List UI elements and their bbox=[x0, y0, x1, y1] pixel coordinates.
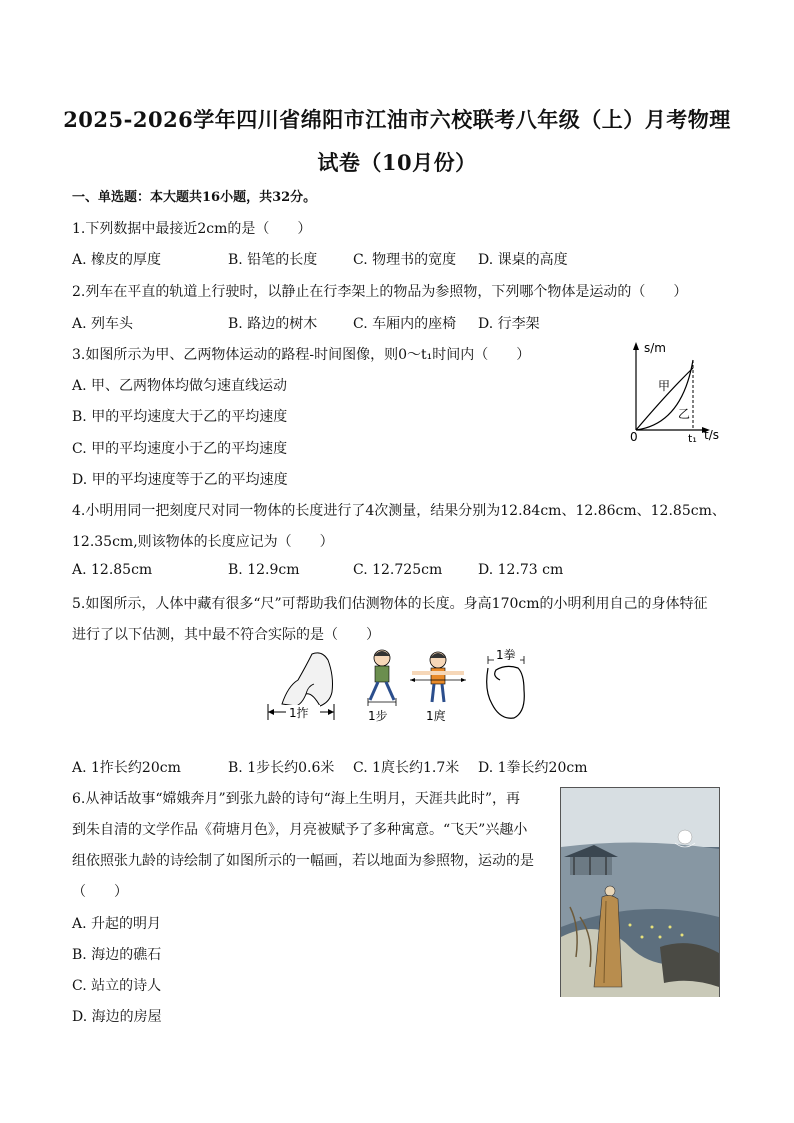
question-4-stem-2: 12.35cm,则该物体的长度应记为（ ） bbox=[72, 534, 334, 550]
hand-span-icon bbox=[268, 653, 334, 720]
q5-option-c[interactable]: C. 1庹长约1.7米 bbox=[353, 760, 460, 776]
question-6-stem-3: 组依照张九龄的诗绘制了如图所示的一幅画，若以地面为参照物，运动的是 bbox=[72, 853, 534, 869]
label-tuo: 1庹 bbox=[426, 709, 446, 723]
question-2-stem: 2.列车在平直的轨道上行驶时，以静止在行李架上的物品为参照物，下列哪个物体是运动的（ ） bbox=[72, 284, 688, 300]
paper-title-line2: 试卷（10月份） bbox=[317, 150, 477, 175]
question-5-stem-1: 5.如图所示，人体中藏有很多“尺”可帮助我们估测物体的长度。身高170cm的小明利用自己的身体特征 bbox=[72, 596, 708, 612]
q2-option-a[interactable]: A. 列车头 bbox=[72, 316, 134, 332]
graph-ylabel: s/m bbox=[644, 341, 666, 355]
q2-option-b[interactable]: B. 路边的树木 bbox=[228, 316, 318, 332]
paper-title-line1: 2025-2026学年四川省绵阳市江油市六校联考八年级（上）月考物理 bbox=[63, 107, 731, 132]
q4-option-a[interactable]: A. 12.85cm bbox=[72, 562, 153, 578]
q4-option-d[interactable]: D. 12.73 cm bbox=[478, 562, 564, 578]
graph-origin: 0 bbox=[630, 430, 638, 444]
graph-label-jia: 甲 bbox=[658, 379, 671, 393]
question-6-stem-2: 到朱自清的文学作品《荷塘月色》，月亮被赋予了多种寓意。“飞天”兴趣小 bbox=[72, 822, 528, 838]
q2-option-d[interactable]: D. 行李架 bbox=[478, 316, 540, 332]
label-zha: 1拃 bbox=[289, 706, 309, 720]
question-4-stem-1: 4.小明用同一把刻度尺对同一物体的长度进行了4次测量，结果分别为12.84cm、12.86cm、12.85cm、 bbox=[72, 503, 726, 519]
question-5-stem-2: 进行了以下估测，其中最不符合实际的是（ ） bbox=[72, 627, 380, 643]
st-graph-figure bbox=[620, 338, 730, 446]
q5-option-b[interactable]: B. 1步长约0.6米 bbox=[228, 760, 335, 776]
q4-option-c[interactable]: C. 12.725cm bbox=[353, 562, 443, 578]
graph-t1: t₁ bbox=[688, 432, 697, 445]
question-6-stem-1: 6.从神话故事“嫦娥奔月”到张九龄的诗句“海上生明月，天涯共此时”，再 bbox=[72, 791, 520, 807]
q6-option-b[interactable]: B. 海边的礁石 bbox=[72, 947, 162, 963]
fist-icon bbox=[487, 648, 525, 718]
question-6-stem-4: （ ） bbox=[72, 884, 128, 900]
question-1-stem: 1.下列数据中最接近2cm的是（ ） bbox=[72, 221, 312, 237]
q3-option-c[interactable]: C. 甲的平均速度小于乙的平均速度 bbox=[72, 441, 288, 457]
arm-span-boy-icon bbox=[410, 652, 466, 723]
q6-option-a[interactable]: A. 升起的明月 bbox=[72, 916, 162, 932]
graph-xlabel: t/s bbox=[704, 428, 719, 442]
q4-option-b[interactable]: B. 12.9cm bbox=[228, 562, 300, 578]
question-3-stem: 3.如图所示为甲、乙两物体运动的路程-时间图像，则0～t₁时间内（ ） bbox=[72, 347, 531, 363]
moon-sea-painting bbox=[560, 787, 720, 997]
q2-option-c[interactable]: C. 车厢内的座椅 bbox=[353, 316, 457, 332]
moon-icon bbox=[678, 830, 692, 844]
walking-boy-icon bbox=[368, 650, 396, 723]
q5-option-a[interactable]: A. 1拃长约20cm bbox=[72, 760, 181, 776]
q3-option-b[interactable]: B. 甲的平均速度大于乙的平均速度 bbox=[72, 409, 288, 425]
q1-option-d[interactable]: D. 课桌的高度 bbox=[478, 252, 568, 268]
section-heading: 一、单选题：本大题共16小题，共32分。 bbox=[72, 190, 317, 205]
body-rulers-figure bbox=[262, 646, 538, 724]
q1-option-a[interactable]: A. 橡皮的厚度 bbox=[72, 252, 162, 268]
graph-label-yi: 乙 bbox=[678, 407, 691, 421]
q3-option-a[interactable]: A. 甲、乙两物体均做匀速直线运动 bbox=[72, 378, 288, 394]
q5-option-d[interactable]: D. 1拳长约20cm bbox=[478, 760, 588, 776]
label-quan: 1拳 bbox=[496, 648, 516, 662]
rock-icon bbox=[660, 943, 719, 987]
q6-option-d[interactable]: D. 海边的房屋 bbox=[72, 1009, 162, 1025]
q1-option-c[interactable]: C. 物理书的宽度 bbox=[353, 252, 457, 268]
q1-option-b[interactable]: B. 铅笔的长度 bbox=[228, 252, 318, 268]
q3-option-d[interactable]: D. 甲的平均速度等于乙的平均速度 bbox=[72, 472, 288, 488]
q6-option-c[interactable]: C. 站立的诗人 bbox=[72, 978, 162, 994]
label-bu: 1步 bbox=[368, 709, 388, 723]
